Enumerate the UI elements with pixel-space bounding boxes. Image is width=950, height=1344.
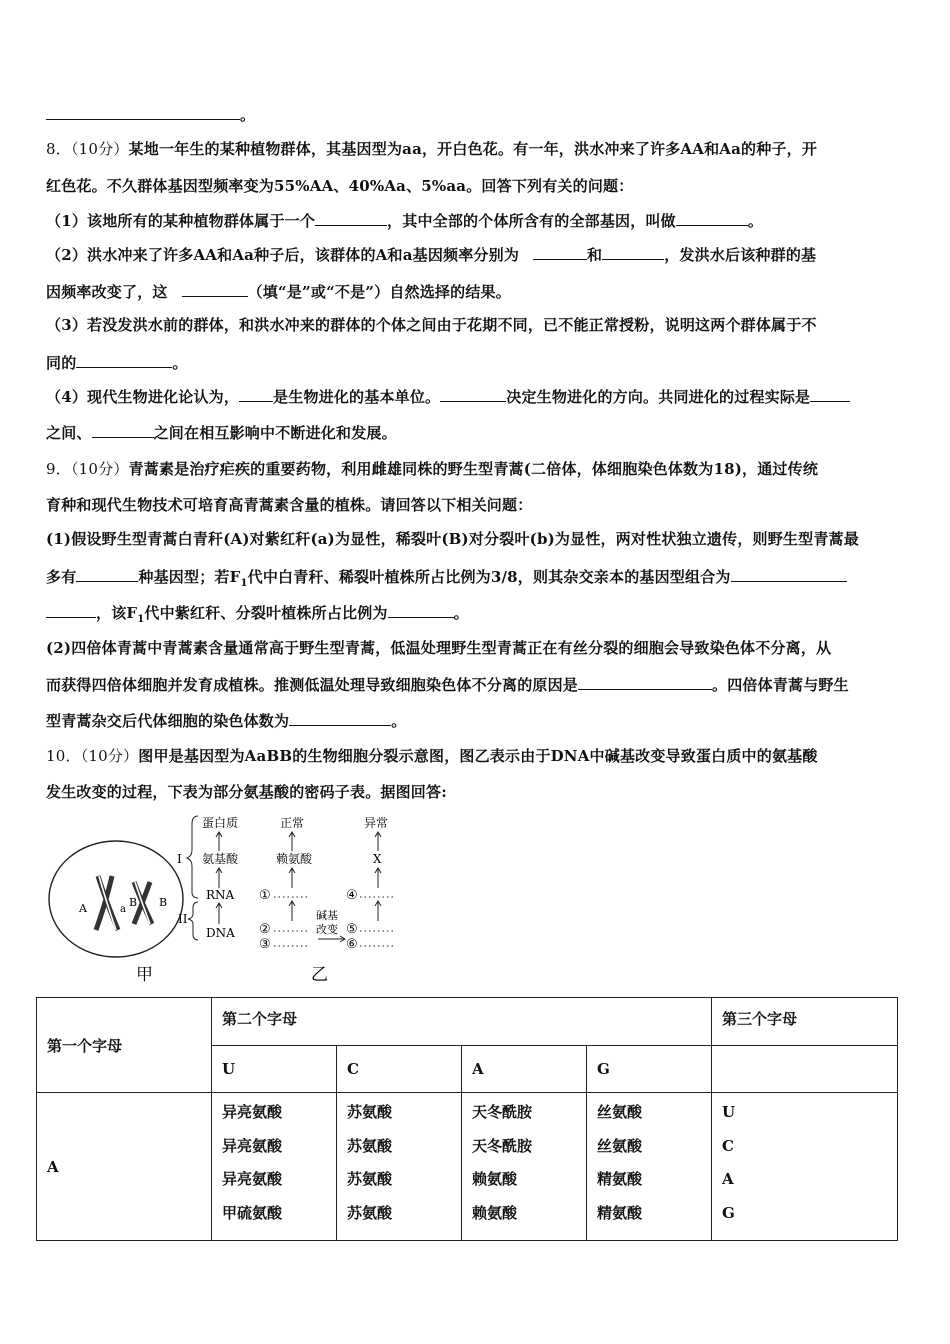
amino-acid-cell: 天冬酰胺	[472, 1136, 533, 1155]
question-number: 8．	[46, 140, 71, 158]
amino-abnormal: X	[373, 852, 382, 866]
amino-acid-column-g	[587, 1093, 712, 1241]
answer-blank[interactable]	[676, 210, 748, 226]
third-letter-cell: C	[722, 1136, 734, 1155]
column-normal-label: 正常	[280, 816, 305, 830]
amino-acid-cell: 赖氨酸	[472, 1203, 518, 1222]
amino-acid-cell: 精氨酸	[597, 1203, 643, 1222]
answer-blank[interactable]	[388, 602, 454, 618]
answer-blank[interactable]	[76, 352, 172, 368]
stage-label: II	[178, 912, 188, 926]
q9-part-1: (1)假设野生型青蒿白青秆(A)对紫红秆(a)为显性，稀裂叶(B)对分裂叶(b)为显性，两对性状独立遗传，则野生型青蒿最	[46, 530, 859, 548]
q8-part-4-cont: 之间、 之间在相互影响中不断进化和发展。	[46, 424, 397, 442]
mutation-label: 碱基	[316, 909, 338, 922]
figure-label-jia: 甲	[136, 965, 153, 985]
row-first-letter: A	[37, 1093, 212, 1241]
amino-acid-column-u	[212, 1093, 337, 1241]
q9-part-2-cont: 而获得四倍体细胞并发育成植株。推测低温处理导致细胞染色体不分离的原因是 。四倍体青蒿与野生	[46, 676, 849, 694]
second-letter-c: C	[337, 1046, 462, 1093]
amino-acid-cell: 丝氨酸	[597, 1103, 643, 1121]
process-diagram-yi	[177, 815, 394, 985]
allele-label: a	[120, 904, 126, 915]
third-letter-cell: A	[722, 1170, 734, 1188]
question-number: 9．	[46, 460, 71, 478]
amino-acid-cell: 甲硫氨酸	[222, 1203, 283, 1222]
answer-blank[interactable]	[731, 566, 847, 582]
level-arrows	[216, 832, 222, 924]
q8-part-2-cont: 因频率改变了，这 （填“是”或“不是”）自然选择的结果。	[46, 283, 511, 301]
amino-acid-cell: 天冬酰胺	[472, 1103, 533, 1121]
question-score: （10分）	[70, 460, 129, 478]
cell-diagram-jia	[49, 841, 183, 985]
strand-marker: ④	[346, 888, 358, 903]
q9-part-1-cont-2: ，该$F_1$代中紫红秆、分裂叶植株所占比例为 。	[46, 602, 906, 625]
answer-blank[interactable]	[46, 104, 240, 120]
stage-label: I	[177, 852, 182, 866]
q8-part-4: （4）现代生物进化论认为， 是生物进化的基本单位。 决定生物进化的方向。共同进化的过程实际是	[46, 386, 906, 407]
answer-blank[interactable]	[810, 386, 850, 402]
amino-acid-column-c	[337, 1093, 462, 1241]
q9-part-2-cont-2: 型青蒿杂交后代体细胞的染色体数为 。	[46, 712, 407, 730]
second-letter-u: U	[212, 1046, 337, 1093]
q10-stem-line-1: 10．（10分）图甲是基因型为AaBB的生物细胞分裂示意图，图乙表示由于DNA中碱基改变导致蛋白质中的氨基酸	[46, 747, 818, 765]
amino-acid-cell: 异亮氨酸	[222, 1103, 283, 1121]
q9-stem-line-2: 育种和现代生物技术可培育高青蒿素含量的植株。请回答以下相关问题：	[46, 496, 533, 514]
strand-marker: ⑤	[346, 922, 358, 937]
level-dna: DNA	[206, 926, 235, 940]
strand-marker: ①	[259, 888, 271, 903]
answer-blank[interactable]	[76, 566, 138, 582]
amino-acid-cell: 赖氨酸	[472, 1170, 518, 1188]
level-amino-acid: 氨基酸	[202, 852, 239, 866]
third-letter-cell: U	[722, 1103, 736, 1121]
answer-blank[interactable]	[46, 602, 96, 618]
answer-blank[interactable]	[315, 210, 387, 226]
level-protein: 蛋白质	[202, 816, 239, 830]
amino-acid-cell: 苏氨酸	[347, 1203, 393, 1222]
second-letter-a: A	[462, 1046, 587, 1093]
strand-marker: ③	[259, 937, 271, 952]
answer-blank[interactable]	[533, 244, 587, 260]
chromosome-pair-left	[96, 876, 118, 930]
column-abnormal-label: 异常	[364, 816, 389, 830]
question-score: （10分）	[80, 747, 139, 765]
third-letter-cell: G	[722, 1203, 735, 1222]
header-second-letter: 第二个字母	[212, 998, 712, 1046]
allele-label: B	[129, 896, 138, 909]
question-number: 10．	[46, 747, 81, 765]
amino-acid-column-a	[462, 1093, 587, 1241]
q8-part-3-cont: 同的 。	[46, 354, 188, 372]
amino-acid-cell: 丝氨酸	[597, 1136, 643, 1155]
empty-cell	[712, 1046, 898, 1093]
second-letter-g: G	[587, 1046, 712, 1093]
allele-label: B	[159, 896, 168, 909]
answer-blank[interactable]	[602, 244, 664, 260]
amino-acid-cell: 苏氨酸	[347, 1170, 393, 1188]
figure-label-yi: 乙	[311, 965, 328, 985]
q9-part-1-cont: 多有 种基因型；若$F_1$代中白青秆、稀裂叶植株所占比例为3/8，则其杂交亲本的基因型组合为	[46, 566, 906, 589]
q8-stem-line-2: 红色花。不久群体基因型频率变为55%AA、40%Aa、5%aa。回答下列有关的问题：	[46, 177, 634, 195]
header-first-letter: 第一个字母	[37, 998, 212, 1093]
mutation-label: 改变	[316, 923, 338, 936]
amino-acid-cell: 异亮氨酸	[222, 1170, 283, 1188]
question-score: （10分）	[70, 140, 129, 158]
q9-stem-line-1: 9．（10分）青蒿素是治疗疟疾的重要药物，利用雌雄同株的野生型青蒿(二倍体，体细胞染色体数为18)，通过传统	[46, 460, 819, 478]
strand-marker: ②	[259, 922, 271, 937]
stage-braces	[187, 816, 198, 940]
amino-acid-cell: 苏氨酸	[347, 1136, 393, 1155]
allele-label: A	[79, 902, 87, 915]
q9-part-2: (2)四倍体青蒿中青蒿素含量通常高于野生型青蒿，低温处理野生型青蒿正在有丝分裂的细胞会导致染色体不分离，从	[46, 639, 832, 657]
answer-blank[interactable]	[182, 281, 248, 297]
q8-part-1: （1）该地所有的某种植物群体属于一个 ，其中全部的个体所含有的全部基因，叫做 。	[46, 212, 764, 230]
strand-marker: ⑥	[346, 937, 358, 952]
codon-table	[36, 997, 898, 1241]
answer-blank[interactable]	[289, 710, 391, 726]
amino-acid-cell: 异亮氨酸	[222, 1136, 283, 1155]
amino-acid-cell: 苏氨酸	[347, 1103, 393, 1121]
q7-answer-line: 。	[46, 104, 906, 125]
answer-blank[interactable]	[239, 386, 273, 402]
answer-blank[interactable]	[578, 674, 712, 690]
third-letter-column	[712, 1093, 898, 1241]
amino-normal: 赖氨酸	[276, 852, 313, 866]
figure-jia-yi	[46, 806, 406, 991]
header-third-letter: 第三个字母	[712, 998, 898, 1046]
amino-acid-cell: 精氨酸	[597, 1170, 643, 1188]
level-rna: RNA	[206, 888, 235, 902]
answer-blank[interactable]	[440, 386, 506, 402]
q8-stem-line-1: 8．（10分）某地一年生的某种植物群体，其基因型为aa，开白色花。有一年，洪水冲来了许多AA和Aa的种子，开	[46, 140, 818, 158]
q10-stem-line-2: 发生改变的过程，下表为部分氨基酸的密码子表。据图回答:	[46, 783, 447, 801]
answer-blank[interactable]	[92, 422, 154, 438]
q8-part-3: （3）若没发洪水前的群体，和洪水冲来的群体的个体之间由于花期不同，已不能正常授粉，说明这两个群体属于不	[46, 316, 817, 334]
q8-part-2: （2）洪水冲来了许多AA和Aa种子后，该群体的A和a基因频率分别为 和 ，发洪水后该种群的基	[46, 246, 817, 264]
